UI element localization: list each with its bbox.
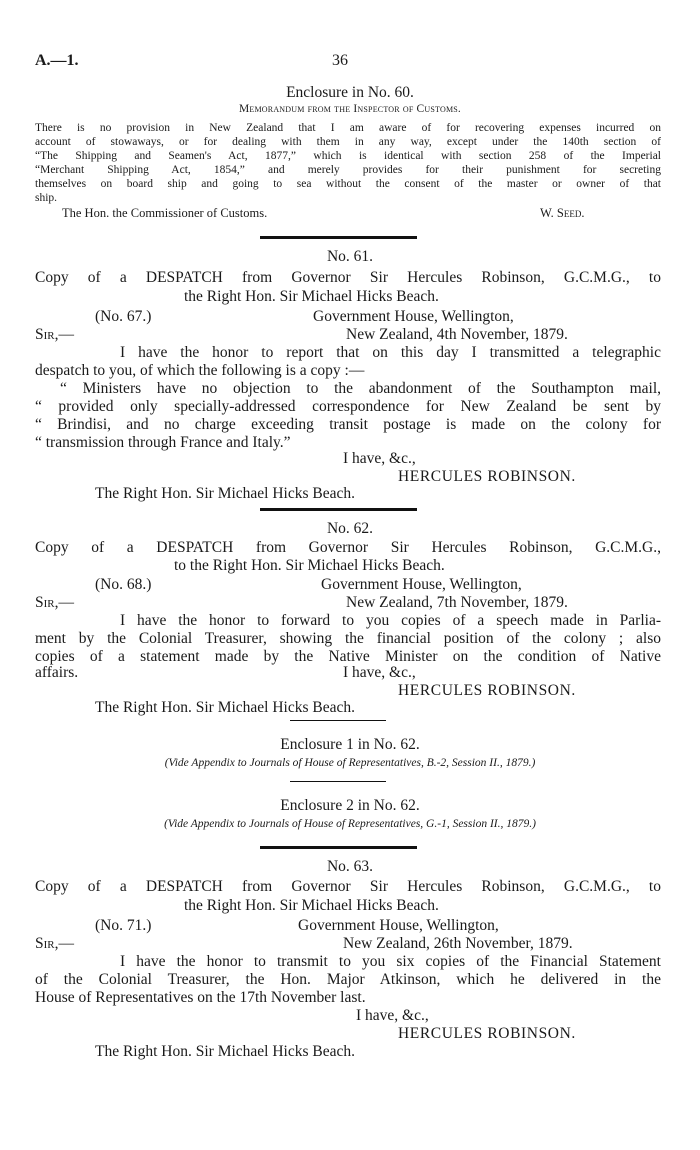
no61-addressee: The Right Hon. Sir Michael Hicks Beach. <box>95 485 356 502</box>
no62-despatch-ref: (No. 68.) <box>95 576 152 593</box>
no63-number: No. 63. <box>326 858 374 875</box>
no61-body-line: “ provided only specially-addressed correspondence for New Zealand be sent by <box>35 398 661 415</box>
no62-title-continued: to the Right Hon. Sir Michael Hicks Beach. <box>174 557 445 574</box>
no61-body-line: “ transmission through France and Italy.” <box>35 434 291 451</box>
no62-enclosure-2-heading: Enclosure 2 in No. 62. <box>280 797 420 814</box>
no62-body-line: ment by the Colonial Treasurer, showing the financial position of the colony ; also <box>35 630 661 647</box>
no62-title: Copy of a DESPATCH from Governor Sir Hercules Robinson, G.C.M.G., <box>35 539 661 556</box>
memo-signature: W. Seed. <box>540 206 585 220</box>
no61-place: Government House, Wellington, <box>313 308 514 325</box>
no63-title-continued: the Right Hon. Sir Michael Hicks Beach. <box>184 897 439 914</box>
no63-title: Copy of a DESPATCH from Governor Sir Hercules Robinson, G.C.M.G., to <box>35 878 661 895</box>
no61-body-line: “ Brindisi, and no charge exceeding transit postage is made on the colony for <box>35 416 661 433</box>
no63-place: Government House, Wellington, <box>298 917 499 934</box>
no61-despatch-ref: (No. 67.) <box>95 308 152 325</box>
no63-date: New Zealand, 26th November, 1879. <box>343 935 573 952</box>
no61-closing: I have, &c., <box>343 450 416 467</box>
memo-line: themselves on board ship and going to sea without the consent of the master or owner of that <box>35 178 661 190</box>
no61-date: New Zealand, 4th November, 1879. <box>346 326 568 343</box>
no62-enclosure-1-heading: Enclosure 1 in No. 62. <box>280 736 420 753</box>
memo-line: ship. <box>35 192 58 204</box>
enclosure-60-heading: Enclosure in No. 60. <box>286 84 414 101</box>
no62-body-line: copies of a statement made by the Native Minister on the condition of Native <box>35 648 661 665</box>
no62-date: New Zealand, 7th November, 1879. <box>346 594 568 611</box>
page-reference: A.—1. <box>35 52 79 69</box>
no62-signature: HERCULES ROBINSON. <box>398 682 576 699</box>
no62-addressee: The Right Hon. Sir Michael Hicks Beach. <box>95 699 356 716</box>
no63-closing: I have, &c., <box>356 1007 429 1024</box>
no61-salutation: Sir,— <box>35 326 74 343</box>
no61-body-line: I have the honor to report that on this day I transmitted a telegraphic <box>120 344 661 361</box>
no62-place: Government House, Wellington, <box>321 576 522 593</box>
section-rule <box>260 236 417 239</box>
no62-closing: I have, &c., <box>343 664 416 681</box>
no62-number: No. 62. <box>326 520 374 537</box>
section-rule <box>260 508 417 511</box>
memo-line: “The Shipping and Seamen's Act, 1877,” which is identical with section 258 of the Imperial <box>35 150 661 162</box>
no63-signature: HERCULES ROBINSON. <box>398 1025 576 1042</box>
page-number: 36 <box>332 52 348 69</box>
no62-body-line: I have the honor to forward to you copies of a speech made in Parlia- <box>120 612 661 629</box>
no63-salutation: Sir,— <box>35 935 74 952</box>
no62-enclosure-2-note: (Vide Appendix to Journals of House of Representatives, G.-1, Session II., 1879.) <box>164 818 536 830</box>
no63-body-line: I have the honor to transmit to you six copies of the Financial Statement <box>120 953 661 970</box>
no62-body-line: affairs. <box>35 664 79 681</box>
no61-title-continued: the Right Hon. Sir Michael Hicks Beach. <box>184 288 439 305</box>
memo-line: “Merchant Shipping Act, 1854,” and merely provides for their punishment for secreting <box>35 164 661 176</box>
no62-enclosure-1-note: (Vide Appendix to Journals of House of Representatives, B.-2, Session II., 1879.) <box>164 757 536 769</box>
no61-body-line: despatch to you, of which the following is a copy :— <box>35 362 365 379</box>
no61-signature: HERCULES ROBINSON. <box>398 468 576 485</box>
enclosure-rule <box>290 720 386 721</box>
no63-body-line: House of Representatives on the 17th November last. <box>35 989 366 1006</box>
no63-despatch-ref: (No. 71.) <box>95 917 152 934</box>
no61-number: No. 61. <box>326 248 374 265</box>
section-rule <box>260 846 417 849</box>
no63-body-line: of the Colonial Treasurer, the Hon. Major Atkinson, which he delivered in the <box>35 971 661 988</box>
no63-addressee: The Right Hon. Sir Michael Hicks Beach. <box>95 1043 356 1060</box>
enclosure-60-subheading: Memorandum from the Inspector of Customs. <box>238 103 462 115</box>
memo-addressee: The Hon. the Commissioner of Customs. <box>62 206 268 220</box>
enclosure-rule <box>290 781 386 782</box>
memo-line: account of stowaways, or for dealing with them in any way, except under the 140th section of <box>35 136 661 148</box>
memo-line: There is no provision in New Zealand that I am aware of for recovering expenses incurred on <box>35 122 661 134</box>
no61-title: Copy of a DESPATCH from Governor Sir Hercules Robinson, G.C.M.G., to <box>35 269 661 286</box>
no62-salutation: Sir,— <box>35 594 74 611</box>
no61-body-line: “ Ministers have no objection to the abandonment of the Southampton mail, <box>60 380 661 397</box>
